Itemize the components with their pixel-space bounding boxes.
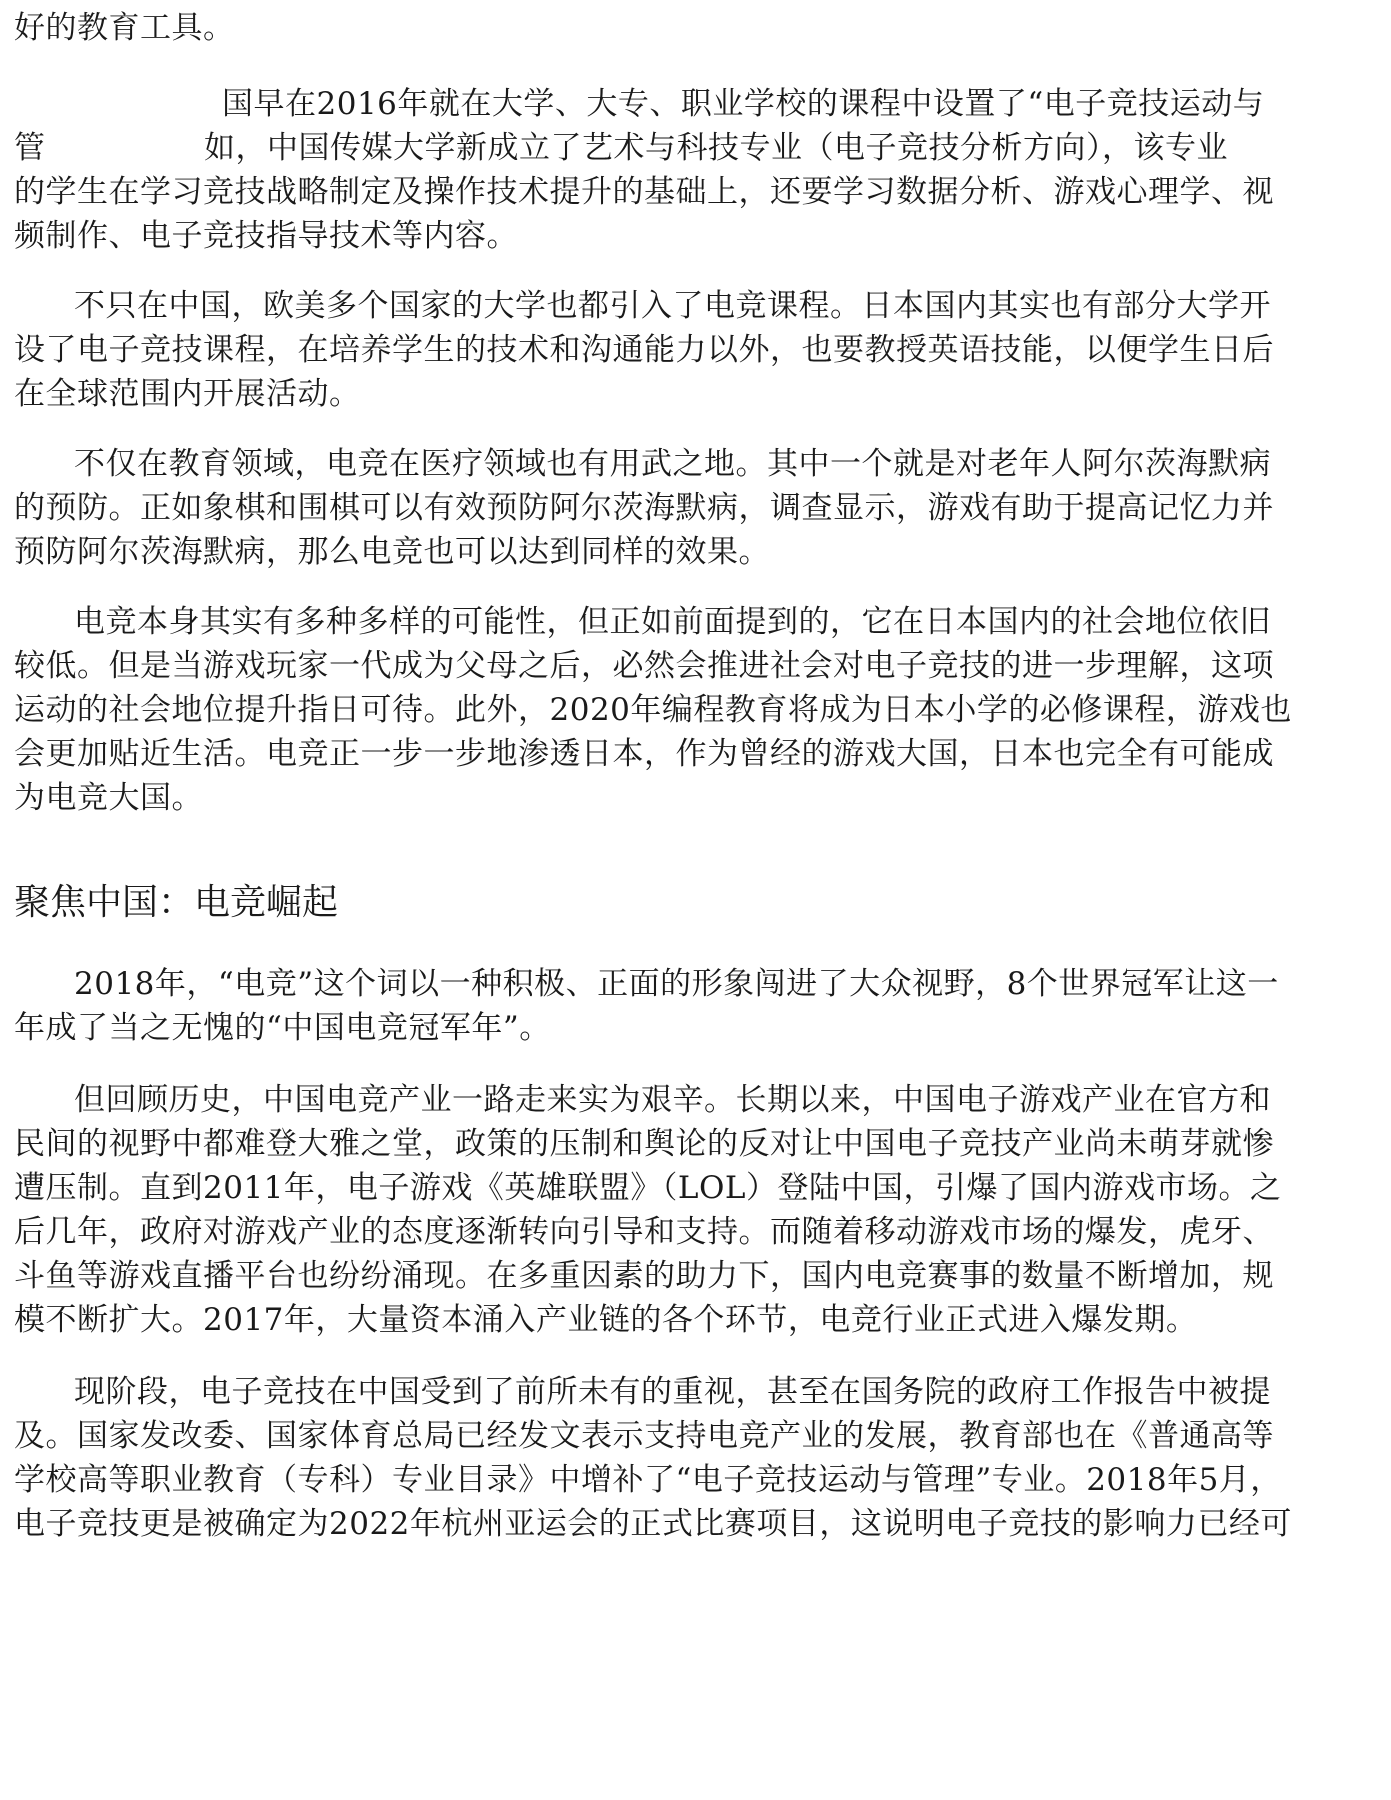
paragraph-line: 如，中国传媒大学新成立了艺术与科技专业（电子竞技分析方向），该专业 bbox=[204, 130, 1228, 166]
paragraph-line: 2018年，“电竞”这个词以一种积极、正面的形象闯进了大众视野，8个世界冠军让这一 bbox=[74, 966, 1279, 1002]
paragraph-line: 学校高等职业教育（专科）专业目录》中增补了“电子竞技运动与管理”专业。2018年5月， bbox=[14, 1462, 1282, 1498]
paragraph-line: 管 bbox=[14, 130, 46, 166]
paragraph-line: 遭压制。直到2011年，电子游戏《英雄联盟》（LOL）登陆中国，引爆了国内游戏市场。之 bbox=[14, 1170, 1282, 1206]
paragraph-line: 民间的视野中都难登大雅之堂，政策的压制和舆论的反对让中国电子竞技产业尚未萌芽就惨 bbox=[14, 1126, 1274, 1162]
paragraph-line: 年成了当之无愧的“中国电竞冠军年”。 bbox=[14, 1010, 551, 1046]
paragraph-line: 斗鱼等游戏直播平台也纷纷涌现。在多重因素的助力下，国内电竞赛事的数量不断增加，规 bbox=[14, 1258, 1274, 1294]
paragraph-line: 的预防。正如象棋和围棋可以有效预防阿尔茨海默病，调查显示，游戏有助于提高记忆力并 bbox=[14, 490, 1274, 526]
paragraph-line: 电子竞技更是被确定为2022年杭州亚运会的正式比赛项目，这说明电子竞技的影响力已经可 bbox=[14, 1506, 1292, 1542]
paragraph-line: 模不断扩大。2017年，大量资本涌入产业链的各个环节，电竞行业正式进入爆发期。 bbox=[14, 1302, 1198, 1338]
paragraph-line: 为电竞大国。 bbox=[14, 780, 203, 816]
paragraph-line: 不只在中国，欧美多个国家的大学也都引入了电竞课程。日本国内其实也有部分大学开 bbox=[74, 288, 1271, 324]
paragraph-line: 运动的社会地位提升指日可待。此外，2020年编程教育将成为日本小学的必修课程，游戏也 bbox=[14, 692, 1292, 728]
paragraph-line: 频制作、电子竞技指导技术等内容。 bbox=[14, 218, 518, 254]
paragraph-line: 设了电子竞技课程，在培养学生的技术和沟通能力以外，也要教授英语技能，以便学生日后 bbox=[14, 332, 1274, 368]
paragraph-line: 会更加贴近生活。电竞正一步一步地渗透日本，作为曾经的游戏大国，日本也完全有可能成 bbox=[14, 736, 1274, 772]
paragraph-line: 的学生在学习竞技战略制定及操作技术提升的基础上，还要学习数据分析、游戏心理学、视 bbox=[14, 174, 1274, 210]
paragraph-line: 在全球范围内开展活动。 bbox=[14, 376, 361, 412]
paragraph-line: 国早在2016年就在大学、大专、职业学校的课程中设置了“电子竞技运动与 bbox=[222, 86, 1265, 122]
paragraph-line: 不仅在教育领域，电竞在医疗领域也有用武之地。其中一个就是对老年人阿尔茨海默病 bbox=[74, 446, 1271, 482]
paragraph-line: 好的教育工具。 bbox=[14, 10, 235, 46]
paragraph-line: 但回顾历史，中国电竞产业一路走来实为艰辛。长期以来，中国电子游戏产业在官方和 bbox=[74, 1082, 1271, 1118]
paragraph-line: 现阶段，电子竞技在中国受到了前所未有的重视，甚至在国务院的政府工作报告中被提 bbox=[74, 1374, 1271, 1410]
paragraph-line: 较低。但是当游戏玩家一代成为父母之后，必然会推进社会对电子竞技的进一步理解，这项 bbox=[14, 648, 1274, 684]
paragraph-line: 后几年，政府对游戏产业的态度逐渐转向引导和支持。而随着移动游戏市场的爆发，虎牙、 bbox=[14, 1214, 1274, 1250]
paragraph-line: 电竞本身其实有多种多样的可能性，但正如前面提到的，它在日本国内的社会地位依旧 bbox=[74, 604, 1271, 640]
paragraph-line: 预防阿尔茨海默病，那么电竞也可以达到同样的效果。 bbox=[14, 534, 770, 570]
paragraph-line: 及。国家发改委、国家体育总局已经发文表示支持电竞产业的发展，教育部也在《普通高等 bbox=[14, 1418, 1274, 1454]
section-heading: 聚焦中国：电竞崛起 bbox=[14, 882, 339, 923]
